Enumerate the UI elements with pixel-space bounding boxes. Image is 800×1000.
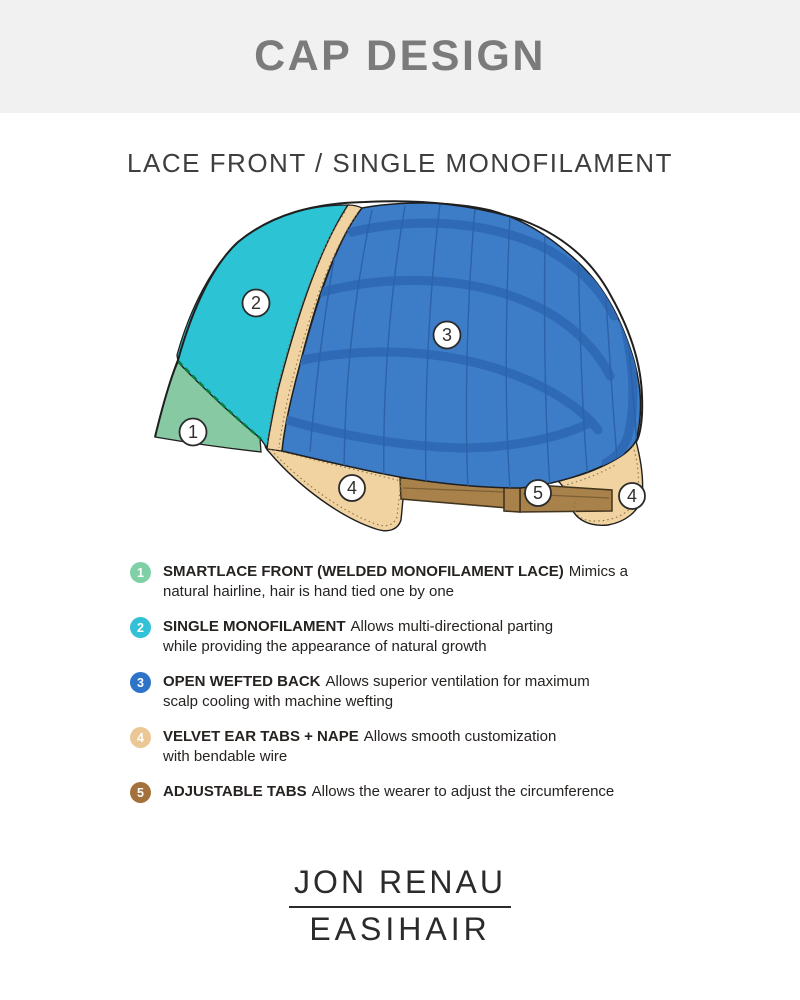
legend-item-open-wefted-back — [130, 672, 680, 711]
legend-bullet-3: 3 — [130, 672, 151, 693]
badge-4-right — [619, 483, 645, 509]
cap-style-subtitle: LACE FRONT / SINGLE MONOFILAMENT — [127, 148, 673, 178]
legend-desc-line2: while providing the appearance of natural growth — [163, 637, 487, 655]
brand-name: JON RENAU — [294, 864, 506, 900]
legend-bullet-4: 4 — [130, 727, 151, 748]
legend-title: SINGLE MONOFILAMENT — [163, 618, 346, 635]
badge-2 — [243, 290, 270, 317]
badge-3 — [434, 322, 461, 349]
legend-desc-line2: natural hairline, hair is hand tied one by one — [163, 582, 455, 600]
svg-text:3: 3 — [441, 325, 453, 345]
legend-bullet-5: 5 — [130, 782, 151, 803]
badge-5 — [525, 480, 551, 506]
badge-4-left — [339, 475, 365, 501]
badge-1 — [180, 419, 207, 446]
legend-bullet-1: 1 — [130, 562, 151, 583]
legend-title: ADJUSTABLE TABS — [163, 783, 307, 800]
legend-item-velvet-ear-tabs — [130, 727, 680, 766]
legend-bullet-2: 2 — [130, 617, 151, 638]
svg-text:4: 4 — [626, 486, 638, 506]
legend-title: VELVET EAR TABS + NAPE — [163, 728, 359, 745]
wig-cap-illustration — [120, 190, 680, 560]
legend-item-single-monofilament — [130, 617, 680, 656]
legend-desc-line2: scalp cooling with machine wefting — [163, 692, 394, 710]
legend-desc: Allows smooth customization — [363, 728, 557, 745]
sub-brand-name: EASIHAIR — [309, 911, 491, 947]
legend-title: SMARTLACE FRONT (WELDED MONOFILAMENT LACE) — [163, 563, 564, 580]
svg-text:5: 5 — [532, 483, 544, 503]
header-band — [0, 0, 800, 113]
legend-desc: Allows the wearer to adjust the circumference — [311, 783, 615, 800]
page-title: CAP DESIGN — [254, 32, 546, 80]
legend-title: OPEN WEFTED BACK — [163, 673, 321, 690]
svg-text:4: 4 — [346, 478, 358, 498]
cap-diagram — [120, 190, 680, 560]
legend-desc: Allows multi-directional parting — [350, 618, 554, 635]
legend-item-adjustable-tabs — [130, 782, 680, 803]
brand-footer — [0, 864, 800, 948]
legend-desc: Allows superior ventilation for maximum — [325, 673, 590, 690]
svg-text:1: 1 — [187, 422, 199, 442]
svg-text:2: 2 — [250, 293, 262, 313]
legend-desc: Mimics a — [568, 563, 628, 580]
brand-divider — [289, 906, 511, 908]
legend-desc-line2: with bendable wire — [163, 747, 288, 765]
legend-item-smartlace-front — [130, 562, 680, 601]
legend — [130, 562, 680, 819]
